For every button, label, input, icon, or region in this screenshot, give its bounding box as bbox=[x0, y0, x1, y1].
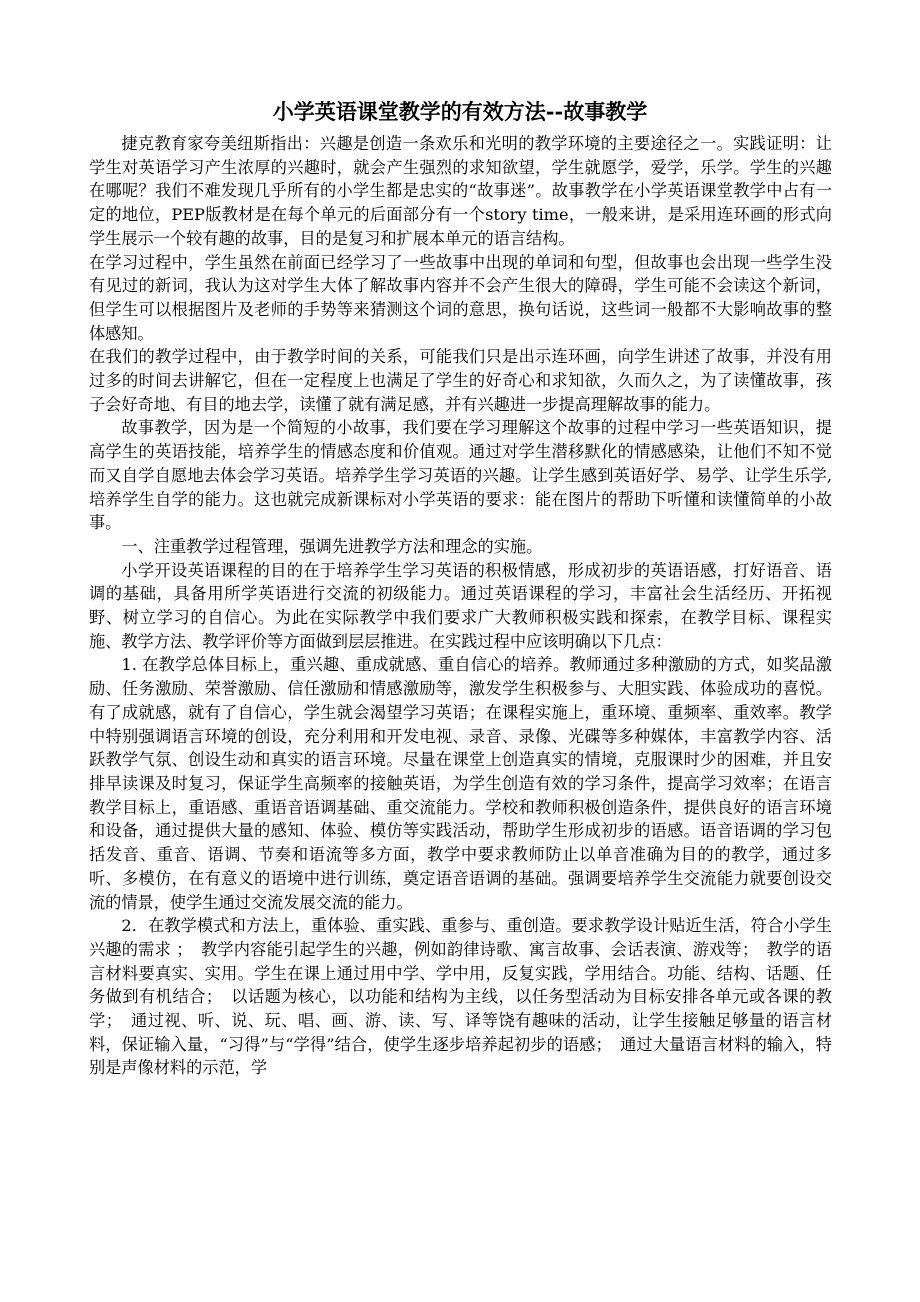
section-heading: 一、注重教学过程管理，强调先进教学方法和理念的实施。 bbox=[121, 536, 543, 556]
list-item-2: 2．在教学模式和方法上，重体验、重实践、重参与、重创造。要求教学设计贴近生活，符合小学生兴趣的需求 ； 教学内容能引起学生的兴趣，例如韵律诗歌、寓言故事、会话表演、游戏等； 教学的语言材料要真实、实用。学生在课上通过用中学、学中用，反复实践，学用结合。功能、结构、话题、任务做到有机结合； 以话题为核心，以功能和结构为主线，以任务型活动为目标安排各单元或各课的教学； 通过视、听、说、玩、唱、画、游、读、写、译等饶有趣味的活动，让学生接触足够量的语言材料，保证输入量，“习得”与“学得”结合，使学生逐步培养起初步的语感； 通过大量语言材料的输入，特别是声像材料的示范，学 bbox=[89, 916, 832, 1078]
document-title: 小学英语课堂教学的有效方法--故事教学 bbox=[272, 99, 648, 124]
list-item-1: 1. 在教学总体目标上，重兴趣、重成就感、重自信心的培养。教师通过多种激励的方式，如奖品激励、任务激励、荣誉激励、信任激励和情感激励等，激发学生积极参与、大胆实践、体验成功的喜悦。有了成就感，就有了自信心，学生就会渴望学习英语；在课程实施上，重环境、重频率、重效率。教学中特别强调语言环境的创设，充分利用和开发电视、录音、录像、光碟等多种媒体，丰富教学内容、活跃教学气氛、创设生动和真实的语言环境。尽量在课堂上创造真实的情境，克服课时少的困难，并且安排早读课及时复习，保证学生高频率的接触英语，为学生创造有效的学习条件，提高学习效率；在语言教学目标上，重语感、重语音语调基础、重交流能力。学校和教师积极创造条件，提供良好的语言环境和设备，通过提供大量的感知、体验、模仿等实践活动，帮助学生形成初步的语感。语音语调的学习包括发音、重音、语调、节奏和语流等多方面，教学中要求教师防止以单音准确为目的的教学，通过多听、多模仿，在有意义的语境中进行训练，奠定语音语调的基础。强调要培养学生交流能力就要创设交流的情景，使学生通过交流发展交流的能力。 bbox=[89, 655, 832, 912]
paragraph-3: 在我们的教学过程中，由于教学时间的关系，可能我们只是出示连环画，向学生讲述了故事，并没有用过多的时间去讲解它，但在一定程度上也满足了学生的好奇心和求知欲，久而久之，为了读懂故事，孩子会好奇地、有目的地去学，读懂了就有满足感，并有兴趣进一步提高理解故事的能力。 bbox=[89, 347, 832, 414]
paragraph-1: 捷克教育家夸美纽斯指出：兴趣是创造一条欢乐和光明的教学环境的主要途径之一。实践证明：让学生对英语学习产生浓厚的兴趣时，就会产生强烈的求知欲望，学生就愿学，爱学，乐学。学生的兴趣在哪呢？我们不难发现几乎所有的小学生都是忠实的“故事迷”。故事教学在小学英语课堂教学中占有一定的地位，PEP版教材是在每个单元的后面部分有一个story time，一般来讲，是采用连环画的形式向学生展示一个较有趣的故事，目的是复习和扩展本单元的语言结构。 bbox=[89, 134, 832, 248]
paragraph-4: 故事教学，因为是一个简短的小故事，我们要在学习理解这个故事的过程中学习一些英语知识，提高学生的英语技能，培养学生的情感态度和价值观。通过对学生潜移默化的情感感染，让他们不知不觉而又自学自愿地去体会学习英语。培养学生学习英语的兴趣。让学生感到英语好学、易学、让学生乐学,培养学生自学的能力。这也就完成新课标对小学英语的要求：能在图片的帮助下听懂和读懂简单的小故事。 bbox=[89, 418, 832, 533]
paragraph-2: 在学习过程中，学生虽然在前面已经学习了一些故事中出现的单词和句型，但故事也会出现一些学生没有见过的新词，我认为这对学生大体了解故事内容并不会产生很大的障碍，学生可能不会读这个新词，但学生可以根据图片及老师的手势等来猜测这个词的意思，换句话说，这些词一般都不大影响故事的整体感知。 bbox=[89, 252, 832, 343]
paragraph-5: 小学开设英语课程的目的在于培养学生学习英语的积极情感，形成初步的英语语感，打好语音、语调的基础，具备用所学英语进行交流的初级能力。通过英语课程的学习，丰富社会生活经历、开拓视野、树立学习的自信心。为此在实际教学中我们要求广大教师积极实践和探索，在教学目标、课程实施、教学方法、教学评价等方面做到层层推进。在实践过程中应该明确以下几点： bbox=[89, 560, 832, 651]
document-body bbox=[89, 132, 832, 1080]
